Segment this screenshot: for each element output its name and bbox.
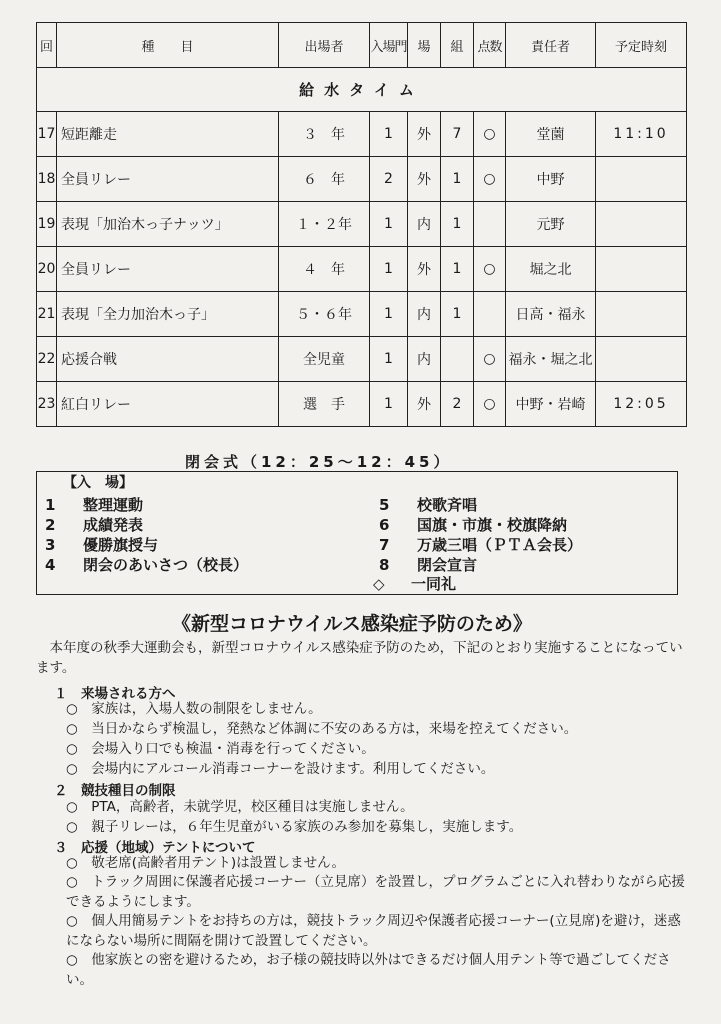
- closing-item: 8 閉会宣言: [379, 556, 478, 574]
- row-entrance: 1: [370, 292, 408, 337]
- row-groups: 1: [441, 247, 474, 292]
- closing-ceremony-box: [36, 471, 678, 595]
- table-row: [37, 157, 687, 202]
- row-groups: 1: [441, 157, 474, 202]
- row-entrance: 1: [370, 337, 408, 382]
- row-leader: 福永・堀之北: [506, 337, 596, 382]
- row-venue: 外: [408, 157, 441, 202]
- row-entrance: 2: [370, 157, 408, 202]
- row-participants: ６ 年: [279, 157, 370, 202]
- row-points: ○: [474, 337, 506, 382]
- row-entrance: 1: [370, 247, 408, 292]
- closing-ceremony-title: 閉会式（12：25〜12：45）: [185, 453, 453, 471]
- row-no: 18: [37, 157, 57, 202]
- row-event: 全員リレー: [57, 247, 279, 292]
- closing-item: 6 国旗・市旗・校旗降納: [379, 516, 568, 534]
- header-time: 予定時刻: [596, 23, 687, 68]
- row-points: ○: [474, 112, 506, 157]
- row-participants: 選 手: [279, 382, 370, 427]
- table-row: [37, 292, 687, 337]
- row-participants: １・２年: [279, 202, 370, 247]
- row-no: 20: [37, 247, 57, 292]
- row-no: 21: [37, 292, 57, 337]
- table-row: [37, 202, 687, 247]
- closing-item: 1 整理運動: [45, 496, 144, 514]
- water-break-row: [37, 68, 687, 112]
- row-leader: 中野: [506, 157, 596, 202]
- bullet: ○ 個人用簡易テントをお持ちの方は，競技トラック周辺や保護者応援コーナー(立見席)を避け，迷惑にならない場所に間隔を開けて設置してください。: [66, 913, 681, 949]
- row-no: 17: [37, 112, 57, 157]
- bullet: ○ 親子リレーは，６年生児童がいる家族のみ参加を募集し，実施します。: [66, 819, 523, 835]
- row-time: 11:10: [596, 112, 687, 157]
- header-no: 回: [37, 23, 57, 68]
- header-entrance: 入場門: [370, 23, 408, 68]
- row-leader: 元野: [506, 202, 596, 247]
- closing-entry-header: 【入 場】: [63, 475, 133, 491]
- closing-item: 3 優勝旗授与: [45, 536, 159, 554]
- table-row: [37, 247, 687, 292]
- row-venue: 外: [408, 382, 441, 427]
- bullet: ○ 敬老席(高齢者用テント)は設置しません。: [66, 855, 345, 871]
- schedule-table: [36, 22, 687, 427]
- header-points: 点数: [474, 23, 506, 68]
- row-event: 全員リレー: [57, 157, 279, 202]
- row-groups: 1: [441, 292, 474, 337]
- row-leader: 堂薗: [506, 112, 596, 157]
- row-venue: 外: [408, 112, 441, 157]
- row-venue: 内: [408, 292, 441, 337]
- row-participants: ４ 年: [279, 247, 370, 292]
- row-no: 19: [37, 202, 57, 247]
- row-event: 応援合戦: [57, 337, 279, 382]
- row-time: [596, 247, 687, 292]
- row-points: ○: [474, 247, 506, 292]
- row-time: [596, 292, 687, 337]
- covid-title: 《新型コロナウイルス感染症予防のため》: [172, 613, 532, 635]
- header-participants: 出場者: [279, 23, 370, 68]
- row-no: 22: [37, 337, 57, 382]
- row-venue: 内: [408, 202, 441, 247]
- section-heading: ３ 応援（地域）テントについて: [54, 840, 256, 856]
- row-groups: 7: [441, 112, 474, 157]
- row-venue: 外: [408, 247, 441, 292]
- row-event: 表現「加治木っ子ナッツ」: [57, 202, 279, 247]
- row-participants: 全児童: [279, 337, 370, 382]
- bullet: ○ トラック周囲に保護者応援コーナー（立見席）を設置し，プログラムごとに入れ替わりながら応援できるようにします。: [66, 874, 685, 910]
- table-row: [37, 112, 687, 157]
- bullet: ○ 会場内にアルコール消毒コーナーを設けます。利用してください。: [66, 761, 495, 777]
- table-header-row: [37, 23, 687, 68]
- closing-item: ◇ 一同礼: [373, 575, 457, 593]
- bullet: ○ 当日かならず検温し，発熱など体調に不安のある方は，来場を控えてください。: [66, 721, 578, 737]
- row-leader: 中野・岩崎: [506, 382, 596, 427]
- table-row: [37, 337, 687, 382]
- header-groups: 組: [441, 23, 474, 68]
- row-event: 表現「全力加治木っ子」: [57, 292, 279, 337]
- row-time: [596, 202, 687, 247]
- water-break-label: 給水タイム: [37, 68, 687, 112]
- row-entrance: 1: [370, 382, 408, 427]
- closing-item: 7 万歳三唱（ＰＴＡ会長）: [379, 536, 583, 554]
- header-venue: 場: [408, 23, 441, 68]
- row-leader: 堀之北: [506, 247, 596, 292]
- section-heading: ２ 競技種目の制限: [54, 783, 176, 799]
- table-row: [37, 382, 687, 427]
- row-points: ○: [474, 382, 506, 427]
- closing-item: 5 校歌斉唱: [379, 496, 478, 514]
- bullet: ○ PTA，高齢者，未就学児，校区種目は実施しません。: [66, 799, 414, 815]
- row-points: ○: [474, 157, 506, 202]
- row-participants: ３ 年: [279, 112, 370, 157]
- row-no: 23: [37, 382, 57, 427]
- closing-item: 4 閉会のあいさつ（校長）: [45, 556, 249, 574]
- row-time: [596, 157, 687, 202]
- row-event: 紅白リレー: [57, 382, 279, 427]
- row-groups: [441, 337, 474, 382]
- row-entrance: 1: [370, 202, 408, 247]
- row-points: [474, 202, 506, 247]
- row-event: 短距離走: [57, 112, 279, 157]
- row-groups: 1: [441, 202, 474, 247]
- bullet: ○ 家族は，入場人数の制限をしません。: [66, 701, 322, 717]
- row-groups: 2: [441, 382, 474, 427]
- header-event: 種 目: [57, 23, 279, 68]
- closing-item: 2 成績発表: [45, 516, 144, 534]
- section-heading: １ 来場される方へ: [54, 686, 176, 702]
- row-time: [596, 337, 687, 382]
- row-venue: 内: [408, 337, 441, 382]
- covid-intro: 本年度の秋季大運動会も，新型コロナウイルス感染症予防のため，下記のとおり実施することになっています。: [36, 640, 683, 676]
- row-points: [474, 292, 506, 337]
- row-entrance: 1: [370, 112, 408, 157]
- bullet: ○ 他家族との密を避けるため，お子様の競技時以外はできるだけ個人用テント等で過ごしてください。: [66, 952, 671, 988]
- bullet: ○ 会場入り口でも検温・消毒を行ってください。: [66, 741, 375, 757]
- row-participants: ５・６年: [279, 292, 370, 337]
- row-leader: 日高・福永: [506, 292, 596, 337]
- header-leader: 責任者: [506, 23, 596, 68]
- row-time: 12:05: [596, 382, 687, 427]
